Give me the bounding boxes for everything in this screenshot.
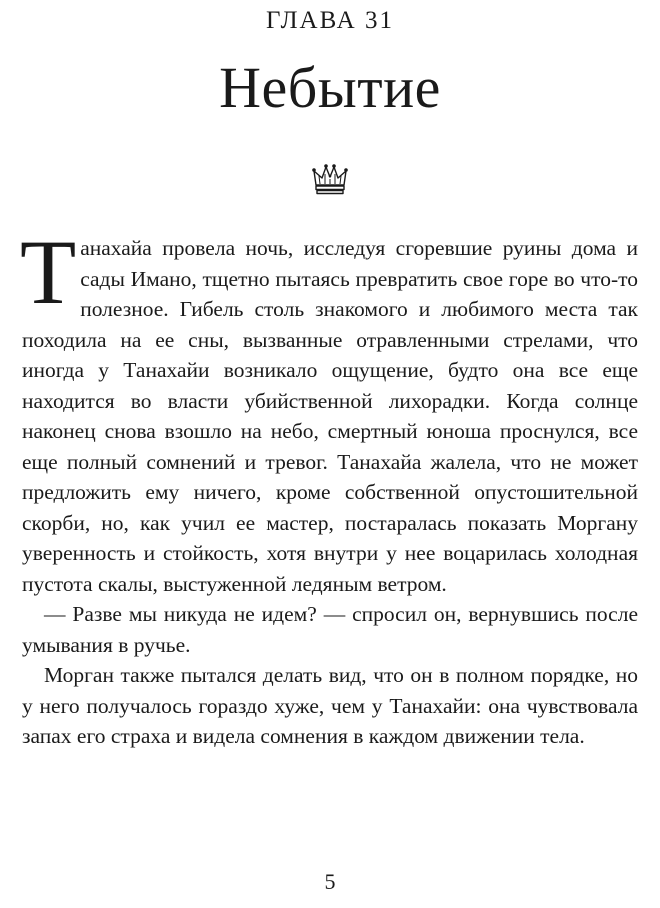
paragraph-1-text: анахайа провела ночь, исследуя сгоревшие руины дома и сады Имано, тщетно пытаясь превратить свое горе во что-то полезное. Гибель столь знакомого и любимого места так походила на ее сны, вызванные отравленными стрелами, что иногда у Танахайи возникало ощущение, будто она все еще находится во власти убийственной лихорадки. Когда солнце наконец снова взошло на небо, смертный юноша проснулся, все еще полный сомнений и тревог. Танахайа жалела, что не может предложить ему ничего, кроме собственной опустошительной скорби, но, как учил ее мастер, постаралась показать Моргану уверенность и стойкость, хотя внутри у нее воцарилась холодная пустота скалы, выстуженной ледяным ветром. [22,236,638,596]
crown-icon [312,163,348,195]
body-text [20,221,638,752]
paragraph-3: Морган также пытался делать вид, что он в полном порядке, но у него получалось гораздо хуже, чем у Танахайи: она чувствовала запах его страха и видела сомнения в каждом движении тела. [22,663,638,748]
drop-cap: Т [20,221,77,323]
page-number: 5 [324,869,336,894]
chapter-label: ГЛАВА 31 [266,7,394,34]
chapter-title: Небытие [219,55,441,120]
paragraph-1 [20,221,638,599]
paragraph-2: — Разве мы никуда не идем? — спросил он, вернувшись после умывания в ручье. [22,602,638,657]
